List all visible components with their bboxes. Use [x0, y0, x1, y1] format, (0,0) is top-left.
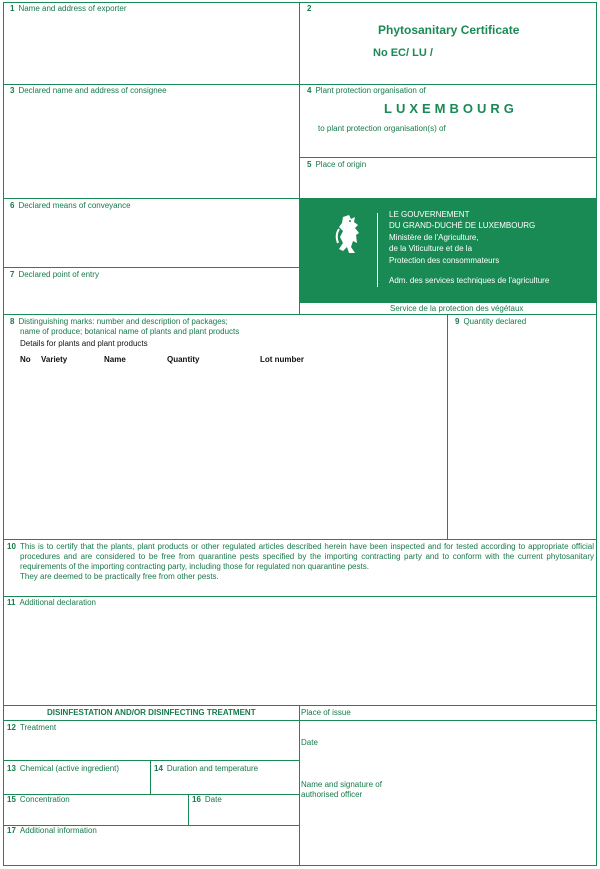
column-header: Lot number [260, 355, 304, 364]
box4-destination-label: to plant protection organisation(s) of [318, 124, 446, 133]
place-of-issue-label: Place of issue [301, 708, 351, 717]
column-header: Name [104, 355, 126, 364]
divider [3, 84, 597, 85]
box5-label: 5 Place of origin [307, 160, 367, 169]
box1-label: 1 Name and address of exporter [10, 4, 127, 13]
gov-line: Ministère de l'Agriculture, [389, 233, 479, 242]
divider [3, 705, 597, 706]
date-label: Date [301, 738, 318, 747]
gov-line: LE GOUVERNEMENT [389, 210, 470, 219]
signature-label-line2: authorised officer [301, 790, 363, 799]
column-header: Quantity [167, 355, 200, 364]
treatment-heading: DISINFESTATION AND/OR DISINFECTING TREATMENT [47, 708, 256, 717]
divider [3, 760, 299, 761]
box2-number: 2 [307, 4, 312, 13]
box8-subheading: Details for plants and plant products [20, 339, 148, 348]
red-lion-crest-icon [333, 213, 367, 257]
phytosanitary-certificate-form [3, 2, 597, 866]
divider [447, 314, 448, 540]
certificate-number: No EC/ LU / [373, 47, 433, 59]
box9-label: 9 Quantity declared [455, 317, 527, 326]
service-name: Service de la protection des végétaux [390, 304, 524, 313]
certificate-title: Phytosanitary Certificate [378, 23, 520, 37]
box11-label: 11 Additional declaration [7, 598, 96, 607]
divider [150, 760, 151, 794]
box8-label-line2: name of produce; botanical name of plants and plant products [20, 327, 240, 336]
divider [3, 596, 597, 597]
certification-statement: 10 This is to certify that the plants, plant products or other regulated articles described herein have been inspected and for tested according to appropriate official procedures and are considered to be free from quarantine pests specified by the importing contracting party and to conform with the current phytosanitary requirements of the importing contracting party, including those for regulated non quarantine pests. They are deemed to be practically free from other pests. [7, 542, 594, 581]
box7-label: 7 Declared point of entry [10, 270, 99, 279]
column-header: Variety [41, 355, 68, 364]
box3-label: 3 Declared name and address of consignee [10, 86, 167, 95]
box17-label: 17 Additional information [7, 826, 97, 835]
box4-label: 4 Plant protection organisation of [307, 86, 426, 95]
divider [299, 705, 300, 866]
divider [3, 539, 597, 540]
government-banner [299, 199, 596, 303]
box8-label: 8 Distinguishing marks: number and description of packages; [10, 317, 228, 326]
gov-administration: Adm. des services techniques de l'agriculture [389, 276, 550, 285]
box14-label: 14 Duration and temperature [154, 764, 259, 773]
gov-line: Protection des consommateurs [389, 256, 500, 265]
box13-label: 13 Chemical (active ingredient) [7, 764, 120, 773]
gov-line: de la Viticulture et de la [389, 244, 473, 253]
divider [188, 794, 189, 825]
box16-label: 16 Date [192, 795, 222, 804]
divider [299, 157, 597, 158]
divider [377, 213, 378, 287]
certification-text: This is to certify that the plants, plant products or other regulated articles described herein have been inspected and for tested according to appropriate official procedures and are considered to be free from quarantine pests specified by the importing contracting party and to conform with the current phytosanitary requirements of the importing contracting party, including those for regulated non quarantine pests. [20, 542, 594, 571]
signature-label: Name and signature of [301, 780, 382, 789]
box15-label: 15 Concentration [7, 795, 70, 804]
gov-line: DU GRAND-DUCHÉ DE LUXEMBOURG [389, 221, 536, 230]
divider [3, 267, 299, 268]
column-header: No [20, 355, 31, 364]
country-name: LUXEMBOURG [384, 101, 518, 116]
box6-label: 6 Declared means of conveyance [10, 201, 131, 210]
certification-text-2: They are deemed to be practically free from other pests. [20, 572, 219, 581]
divider [3, 314, 597, 315]
box12-label: 12 Treatment [7, 723, 57, 732]
divider [3, 720, 597, 721]
